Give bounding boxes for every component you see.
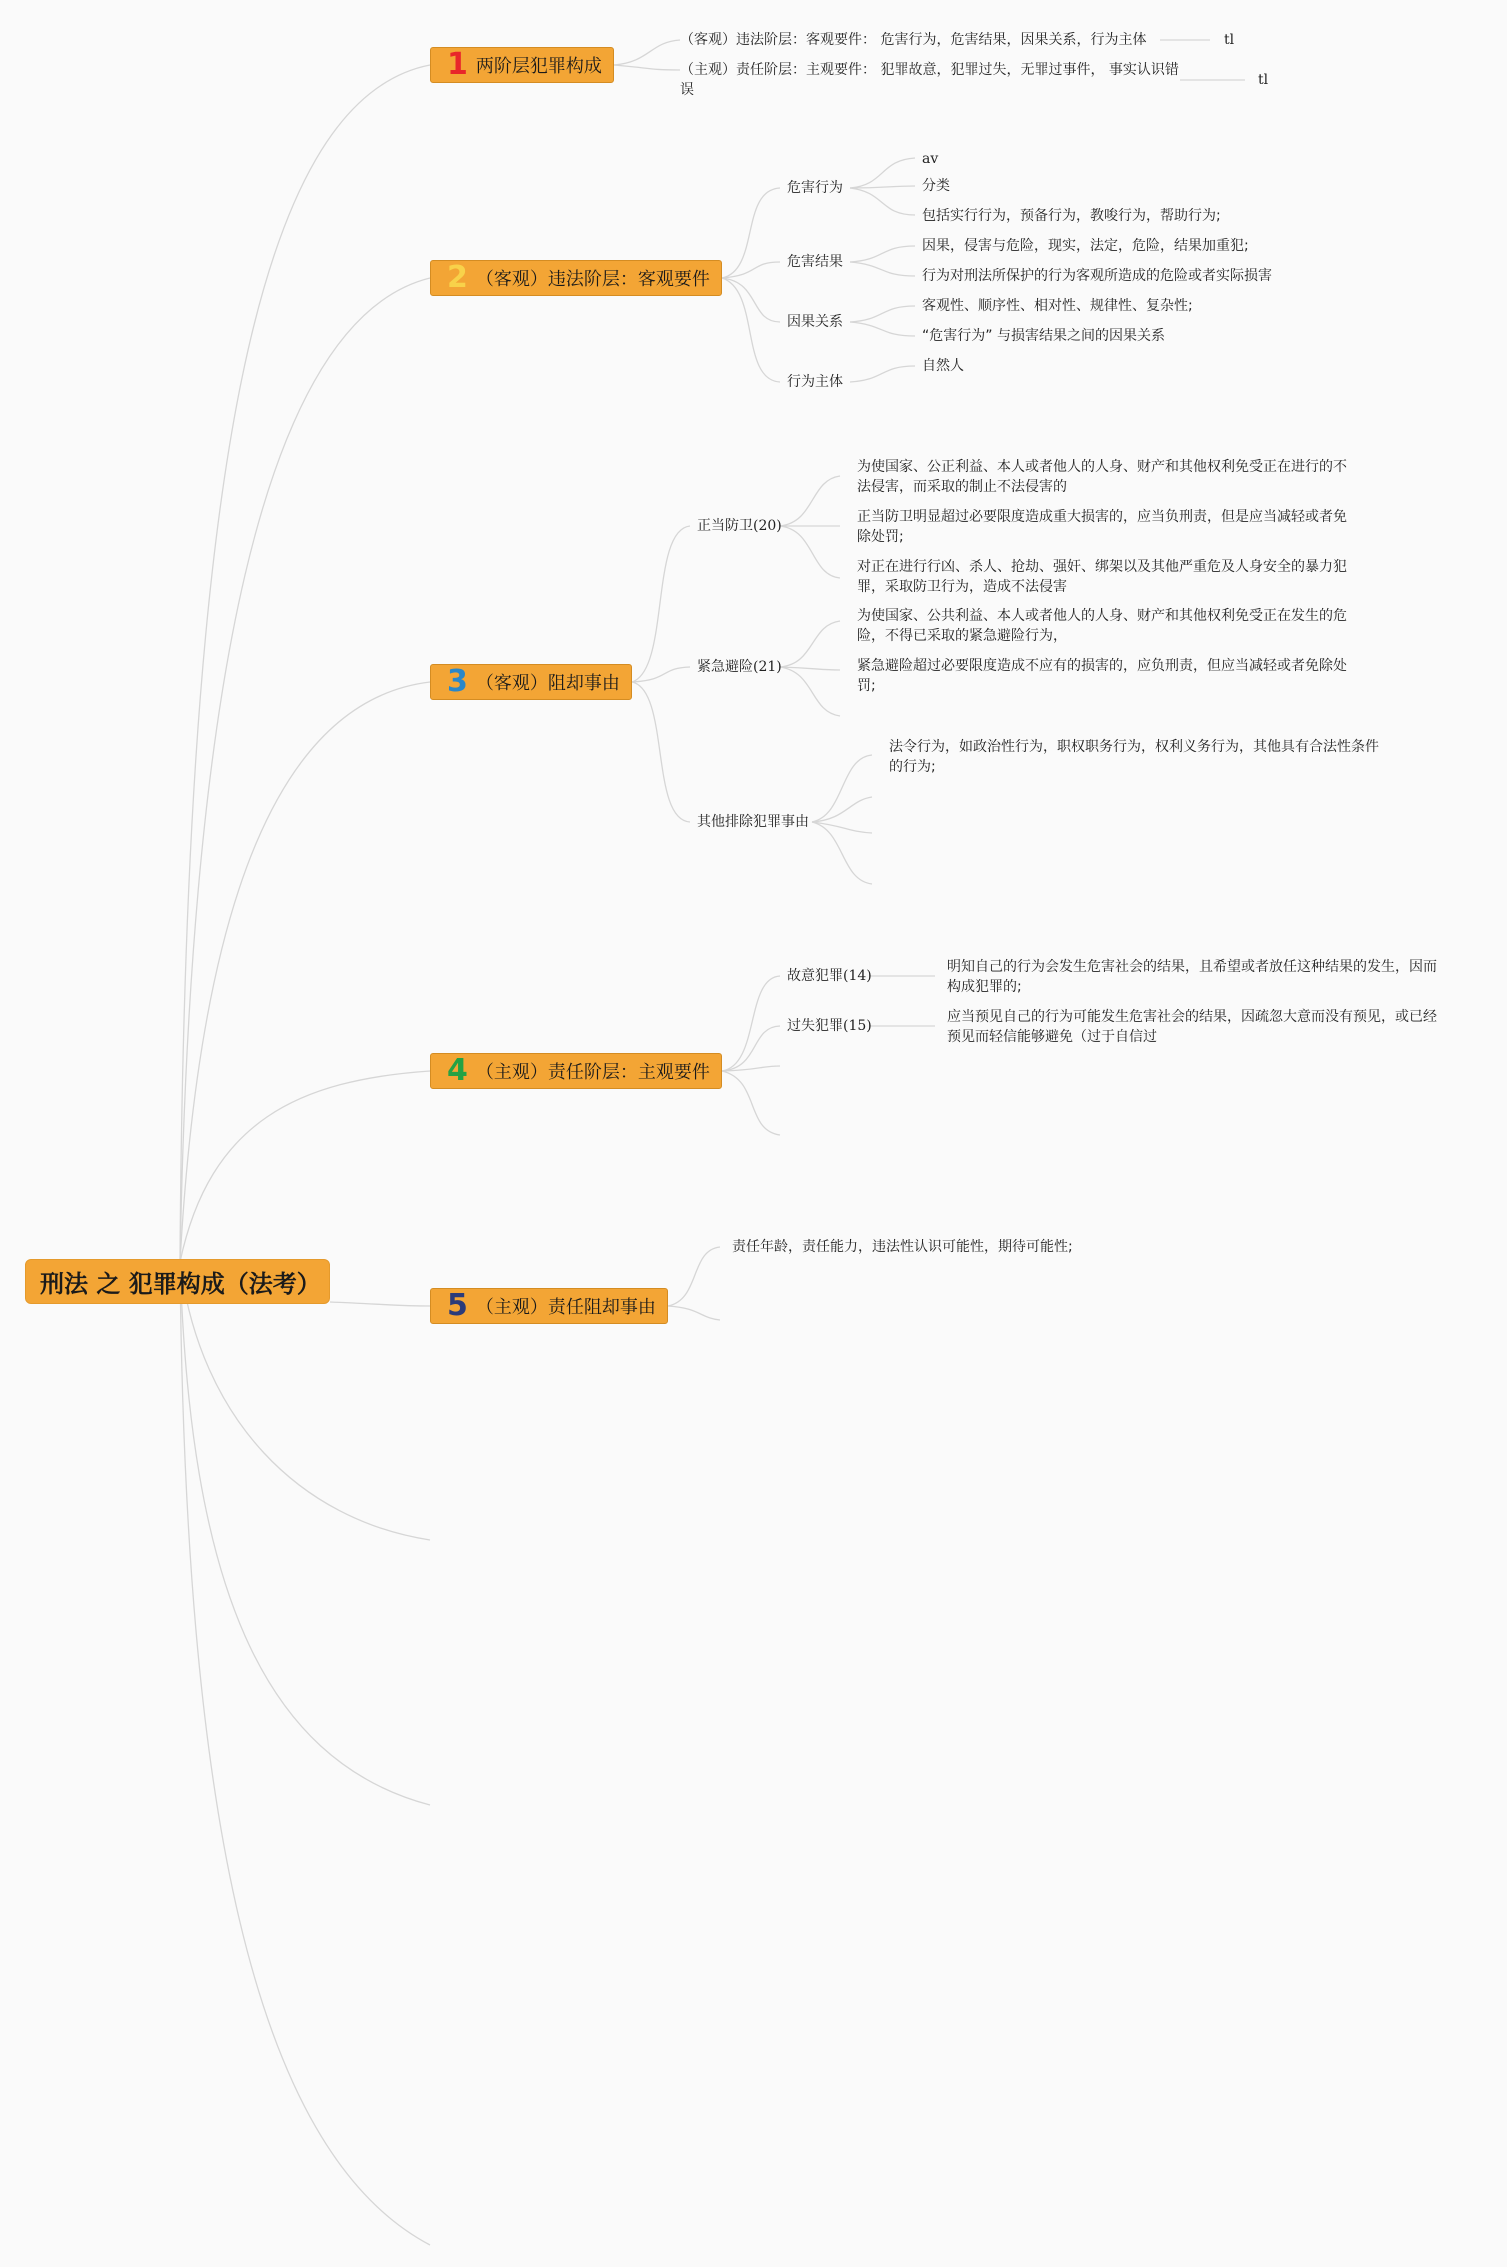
- leaf-item[interactable]: 应当预见自己的行为可能发生危害社会的结果，因疏忽大意而没有预见，或已经预见而轻信能够避免（过于自信过: [947, 1009, 1437, 1045]
- subtopic-necessity[interactable]: 紧急避险(21): [697, 659, 782, 675]
- leaf-item[interactable]: 明知自己的行为会发生危害社会的结果，且希望或者放任这种结果的发生，因而构成犯罪的;: [947, 959, 1437, 995]
- leaf-tag: tl: [1224, 32, 1235, 48]
- subtopic-causality[interactable]: 因果关系: [787, 314, 843, 330]
- subtopic-harm-result[interactable]: 危害结果: [787, 254, 843, 270]
- leaf-item[interactable]: 客观性、顺序性、相对性、规律性、复杂性;: [922, 298, 1193, 314]
- branch-label: （主观）责任阻却事由: [475, 1297, 656, 1318]
- branch-label: 两阶层犯罪构成: [475, 56, 602, 77]
- branch-label: （客观）阻却事由: [475, 673, 620, 694]
- branch-number: 5: [447, 1288, 468, 1323]
- leaf-item[interactable]: “危害行为” 与损害结果之间的因果关系: [922, 328, 1165, 344]
- subtopic-other-exclusions[interactable]: 其他排除犯罪事由: [697, 814, 809, 830]
- leaf-item[interactable]: 责任年龄，责任能力，违法性认识可能性，期待可能性;: [732, 1239, 1073, 1255]
- branch-number: 2: [447, 260, 468, 295]
- root-title: 刑法 之 犯罪构成（法考）: [40, 1270, 321, 1298]
- branch-justification-grounds[interactable]: [430, 664, 632, 700]
- subtopic-self-defense[interactable]: 正当防卫(20): [697, 518, 782, 534]
- leaf-item[interactable]: 自然人: [922, 358, 964, 374]
- leaf-subjective-summary[interactable]: （主观）责任阶层：主观要件： 犯罪故意，犯罪过失，无罪过事件， 事实认识错误: [680, 62, 1179, 98]
- branch-number: 1: [447, 47, 468, 82]
- leaf-tag: tl: [1258, 72, 1269, 88]
- leaf-item[interactable]: 对正在进行行凶、杀人、抢劫、强奸、绑架以及其他严重危及人身安全的暴力犯罪，采取防卫行为，造成不法侵害: [857, 559, 1347, 595]
- leaf-item[interactable]: av: [922, 151, 939, 167]
- root-topic[interactable]: [25, 1259, 330, 1304]
- branch-number: 3: [447, 664, 468, 699]
- leaf-item[interactable]: 包括实行行为，预备行为，教唆行为，帮助行为;: [922, 208, 1221, 224]
- leaf-item[interactable]: 紧急避险超过必要限度造成不应有的损害的，应负刑责，但应当减轻或者免除处罚;: [857, 658, 1347, 694]
- leaf-item[interactable]: 法令行为，如政治性行为，职权职务行为，权利义务行为，其他具有合法性条件的行为;: [889, 739, 1379, 775]
- subtopic-actor[interactable]: 行为主体: [787, 374, 843, 390]
- branch-excuse-grounds[interactable]: [430, 1288, 668, 1324]
- leaf-item[interactable]: 行为对刑法所保护的行为客观所造成的危险或者实际损害: [922, 268, 1272, 284]
- branch-label: （主观）责任阶层：主观要件: [475, 1062, 710, 1083]
- subtopic-negligent-crime[interactable]: 过失犯罪(15): [787, 1018, 872, 1034]
- leaf-item[interactable]: 因果，侵害与危险，现实，法定，危险，结果加重犯;: [922, 238, 1249, 254]
- branch-objective-elements[interactable]: [430, 260, 722, 296]
- branch-subjective-elements[interactable]: [430, 1053, 722, 1089]
- leaf-item[interactable]: 为使国家、公正利益、本人或者他人的人身、财产和其他权利免受正在进行的不法侵害，而采取的制止不法侵害的: [857, 459, 1347, 495]
- leaf-item[interactable]: 正当防卫明显超过必要限度造成重大损害的，应当负刑责，但是应当减轻或者免除处罚;: [857, 509, 1347, 545]
- branch-two-tier-structure[interactable]: [430, 47, 614, 83]
- leaf-objective-summary[interactable]: （客观）违法阶层：客观要件： 危害行为，危害结果，因果关系，行为主体: [680, 32, 1147, 48]
- branch-number: 4: [447, 1053, 468, 1088]
- leaf-item[interactable]: 分类: [922, 178, 950, 194]
- subtopic-harm-act[interactable]: 危害行为: [787, 180, 843, 196]
- subtopic-intentional-crime[interactable]: 故意犯罪(14): [787, 968, 872, 984]
- leaf-item[interactable]: 为使国家、公共利益、本人或者他人的人身、财产和其他权利免受正在发生的危险，不得已采取的紧急避险行为，: [857, 608, 1347, 644]
- branch-label: （客观）违法阶层：客观要件: [475, 269, 710, 290]
